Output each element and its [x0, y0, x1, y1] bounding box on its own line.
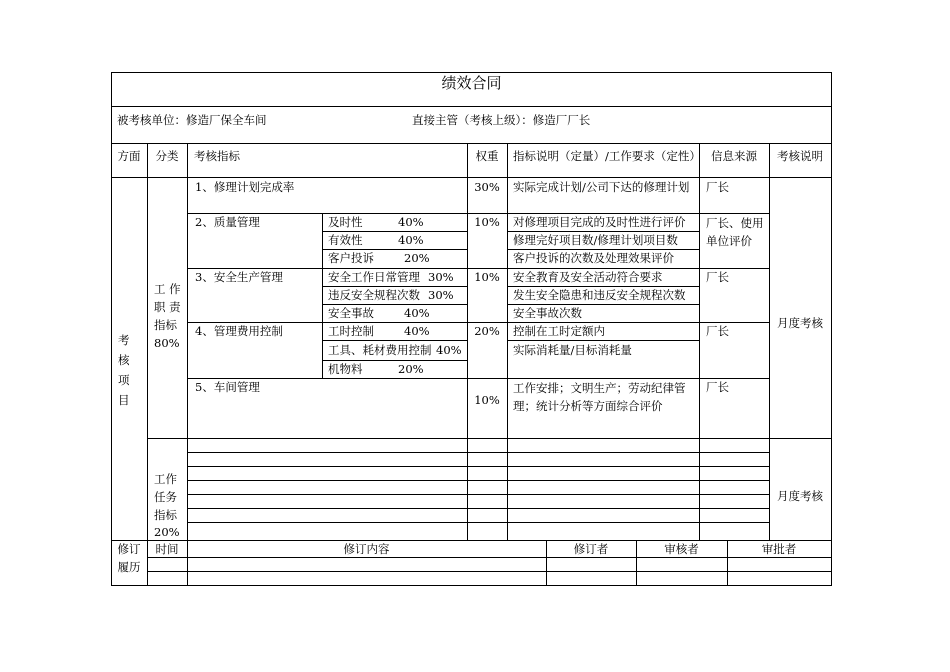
contract-title: 绩效合同: [441, 74, 502, 92]
aspect-label: 考核项目: [118, 333, 130, 407]
category-1-line4: 80%: [154, 336, 180, 350]
sub-indicator-pct: 40%: [398, 233, 424, 247]
revision-header-content: 修订内容: [343, 542, 390, 556]
indicator-1-weight: 30%: [474, 180, 500, 194]
empty-row-line: [187, 480, 769, 481]
revision-header-reviser: 修订者: [573, 542, 609, 556]
row-line: [111, 143, 832, 144]
col-line: [769, 143, 770, 540]
empty-row-line: [187, 508, 769, 509]
header-category: 分类: [155, 149, 179, 163]
revision-label-line1: 修订: [117, 542, 141, 556]
sub-indicator-description: 对修理项目完成的及时性进行评价: [513, 215, 686, 229]
sub-indicator-description: 安全教育及安全活动符合要求: [513, 270, 663, 284]
row-line: [147, 438, 832, 439]
revision-header-time: 时间: [155, 542, 179, 556]
sub-indicator-description: 发生安全隐患和违反安全规程次数: [513, 288, 686, 302]
indicator-5-source: 厂长: [706, 380, 729, 394]
sub-indicator-pct: 20%: [398, 362, 424, 376]
sub-indicator-label: 违反安全规程次数: [328, 288, 420, 302]
indicator-2-weight: 10%: [474, 215, 500, 229]
indicator-3-source: 厂长: [706, 270, 729, 284]
indicator-5-description: 工作安排；文明生产；劳动纪律管理；统计分析等方面综合评价: [513, 381, 686, 413]
category-2-line1: 工作: [154, 472, 177, 486]
sub-indicator-label: 工时控制: [328, 324, 374, 338]
sub-indicator-label: 机物料: [328, 362, 363, 376]
sub-indicator-description: 安全事故次数: [513, 306, 582, 320]
category-1-line1: 工 作: [154, 282, 181, 296]
col-line: [187, 143, 188, 586]
sub-indicator-label: 工具、耗材费用控制: [328, 343, 432, 357]
indicator-5-weight: 10%: [474, 393, 500, 407]
assessed-unit: 被考核单位：修造厂保全车间: [117, 113, 267, 127]
indicator-4-source: 厂长: [706, 324, 729, 338]
sub-indicator-pct: 40%: [398, 215, 424, 229]
empty-row-line: [187, 494, 769, 495]
category-2-line2: 任务: [154, 490, 177, 504]
header-source: 信息来源: [711, 149, 757, 163]
revision-header-reviewer: 审核者: [664, 542, 699, 556]
empty-row-line: [187, 466, 769, 467]
sub-indicator-description: 实际消耗量/目标消耗量: [513, 343, 632, 357]
header-note: 考核说明: [777, 149, 823, 163]
sub-indicator-label: 有效性: [328, 233, 363, 247]
assessment-note-2: 月度考核: [777, 489, 823, 503]
sub-indicator-label: 安全工作日常管理: [328, 270, 420, 284]
sub-indicator-description: 控制在工时定额内: [513, 324, 605, 338]
sub-indicator-description: 修理完好项目数/修理计划项目数: [513, 233, 678, 247]
header-indicator: 考核指标: [194, 149, 240, 163]
indicator-2-name: 2、质量管理: [195, 215, 260, 229]
header-weight: 权重: [475, 149, 499, 163]
indicator-1-description: 实际完成计划/公司下达的修理计划: [513, 180, 690, 194]
category-1-line2: 职 责: [154, 300, 181, 314]
empty-row-line: [187, 452, 769, 453]
sub-row-line: [322, 340, 467, 341]
sub-indicator-pct: 30%: [428, 270, 454, 284]
sub-indicator-pct: 40%: [404, 324, 430, 338]
empty-row-line: [187, 522, 769, 523]
row-line: [111, 177, 832, 178]
indicator-2-source: 厂长、使用单位评价: [706, 216, 764, 248]
sub-indicator-description: 客户投诉的次数及处理效果评价: [513, 251, 674, 265]
sub-indicator-label: 客户投诉: [328, 251, 374, 265]
sub-row-line: [507, 340, 699, 341]
category-2-line4: 20%: [154, 525, 180, 539]
indicator-3-weight: 10%: [474, 270, 500, 284]
indicator-1-source: 厂长: [706, 180, 729, 194]
header-aspect: 方面: [117, 149, 141, 163]
assessment-note-1: 月度考核: [777, 316, 823, 330]
sub-indicator-label: 安全事故: [328, 306, 374, 320]
sub-indicator-pct: 40%: [404, 306, 430, 320]
revision-row-line: [147, 571, 832, 572]
revision-header-approver: 审批者: [761, 542, 797, 556]
indicator-4-weight: 20%: [474, 324, 500, 338]
category-1-line3: 指标: [154, 318, 177, 332]
indicator-5-name: 5、车间管理: [195, 380, 260, 394]
sub-indicator-pct: 20%: [404, 251, 430, 265]
sub-indicator-label: 及时性: [328, 215, 363, 229]
direct-supervisor: 直接主管（考核上级）：修造厂厂长: [412, 113, 591, 127]
table-border-bottom: [111, 585, 832, 586]
indicator-1-name: 1、修理计划完成率: [195, 180, 295, 194]
table-border-top: [111, 72, 832, 73]
row-line: [111, 106, 832, 107]
revision-label-line2: 履历: [117, 560, 141, 574]
sub-col-line: [322, 213, 323, 378]
indicator-4-name: 4、管理费用控制: [195, 324, 283, 338]
sub-indicator-pct: 40%: [436, 343, 462, 357]
indicator-3-name: 3、安全生产管理: [195, 270, 283, 284]
col-line: [147, 143, 148, 540]
category-2-line3: 指标: [154, 508, 177, 522]
table-border-right: [831, 72, 832, 586]
header-description: 指标说明（定量）/工作要求（定性）: [513, 149, 701, 163]
sub-indicator-pct: 30%: [428, 288, 454, 302]
